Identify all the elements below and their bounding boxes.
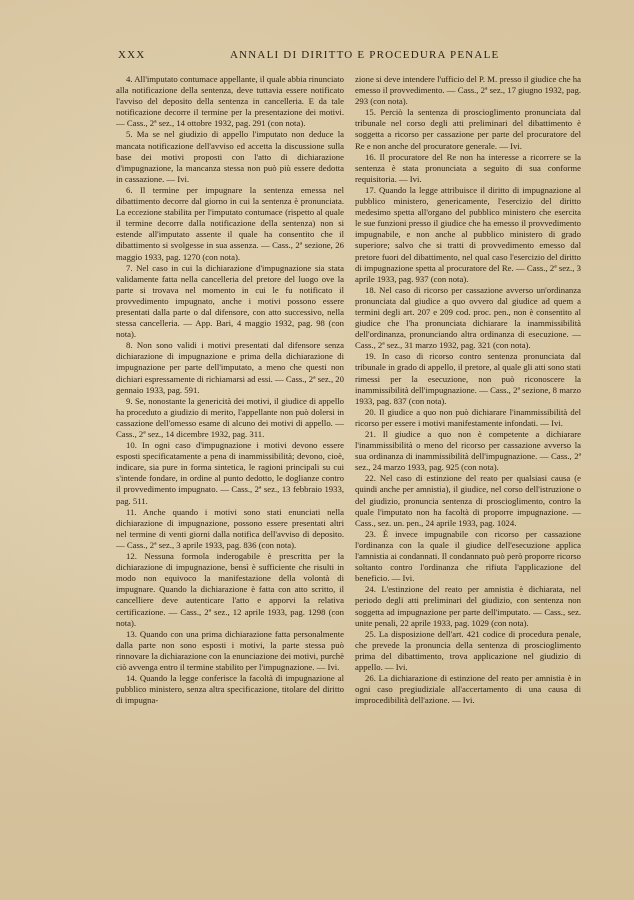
paragraph: 12. Nessuna formola inderogabile è prescritta per la dichiarazione di impugnazione, bensì è sufficiente che risulti in modo non equivoco la manifestazione della volontà di impugnare. Quando la dichiarazione è fatta con atto scritto, il cancelliere deve autenticare l'atto e apporvi la relativa certificazione. — Cass., 2ª sez., 12 aprile 1933, pag. 1298 (con nota). bbox=[116, 551, 344, 628]
paragraph: 17. Quando la legge attribuisce il diritto di impugnazione al pubblico ministero, genericamente, l'esercizio del diritto medesimo spetta all'organo del pubblico ministero che esercita le sue funzioni presso il giudice che ha emesso il provvedimento impugnabile, e non anche al pubblico ministero di grado superiore; salvo che si tratti di provvedimento emesso dal pretore fuori del dibattimento, nel qual caso l'esercizio del diritto di impugnazione spetta al procuratore del Re. — Cass., 2ª sez., 3 aprile 1933, pag. 937 (con nota). bbox=[355, 184, 581, 284]
paragraph: 25. La disposizione dell'art. 421 codice di procedura penale, che prevede la pronuncia della sentenza di proscioglimento prima del dibattimento, trova applicazione nel giudizio di appello. — Ivi. bbox=[355, 628, 581, 672]
paragraph: 11. Anche quando i motivi sono stati enunciati nella dichiarazione di impugnazione, possono essere presentati altri nel termine di venti giorni dalla notifica dell'avviso di deposito. — Cass., 2ª sez., 3 aprile 1933, pag. 836 (con nota). bbox=[116, 506, 344, 550]
paragraph: 22. Nel caso di estinzione del reato per qualsiasi causa (e quindi anche per amnistia), il giudice, nel corso dell'istruzione o del giudizio, pronuncia sentenza di proscioglimento, contro la quale l'imputato non ha facoltà di proporre impugnazione. — Cass., sez. un. pen., 24 aprile 1933, pag. 1024. bbox=[355, 473, 581, 528]
paragraph: 15. Perciò la sentenza di proscioglimento pronunciata dal tribunale nel corso degli atti preliminari del dibattimento è soggetta a ricorso per cassazione per parte del procuratore del Re e non anche del procuratore generale. — Ivi. bbox=[355, 107, 581, 151]
paragraph: 19. In caso di ricorso contro sentenza pronunciata dal tribunale in grado di appello, il pretore, al quale gli atti sono stati rimessi per la esecuzione, non può riconoscere la inammissibilità dell'impugnazione. — Cass., 2ª sezione, 8 marzo 1933, pag. 837 (con nota). bbox=[355, 351, 581, 406]
paragraph: 20. Il giudice a quo non può dichiarare l'inammissibilità del ricorso per essere i motivi manifestamente infondati. — Ivi. bbox=[355, 406, 581, 428]
paragraph: 10. In ogni caso d'impugnazione i motivi devono essere esposti specificatamente a pena di inammissibilità; devono, cioè, indicare, sia pure in forma sintetica, le ragioni principali su cui s'intende fondare, in ordine al punto dedotto, le doglianze contro il provvedimento impugnato. — Cass., 2ª sez., 13 febbraio 1933, pag. 511. bbox=[116, 440, 344, 506]
paragraph: 16. Il procuratore del Re non ha interesse a ricorrere se la sentenza è stata pronunciata a seguito di sua conforme requisitoria. — Ivi. bbox=[355, 151, 581, 184]
paragraph: 21. Il giudice a quo non è competente a dichiarare l'inammissibilità o meno del ricorso per cassazione avverso la sua ordinanza di inammissibilità dell'impugnazione. — Cass., 2ª sez., 24 marzo 1933, pag. 925 (con nota). bbox=[355, 429, 581, 473]
paragraph: 7. Nel caso in cui la dichiarazione d'impugnazione sia stata validamente fatta nella cancelleria del pretore del luogo ove la parte si trovava nel momento in cui le fu notificato il provvedimento impugnato, anche i motivi possono essere presentati dalla parte o dal difensore, con atto successivo, nella stessa cancelleria. — App. Bari, 4 maggio 1932, pag. 98 (con nota). bbox=[116, 262, 344, 340]
paragraph: 5. Ma se nel giudizio di appello l'imputato non deduce la mancata notificazione dell'avviso ed accetta la discussione sulla base dei motivi proposti con l'atto di dichiarazione d'impugnazione, la mancanza stessa non può più essere dedotta in cassazione. — Ivi. bbox=[116, 129, 344, 184]
paragraph: 9. Se, nonostante la genericità dei motivi, il giudice di appello ha proceduto a giudizio di merito, l'appellante non può dolersi in cassazione dell'omesso esame di alcuno dei motivi di appello. — Cass., 2ª sez., 14 dicembre 1932, pag. 311. bbox=[116, 395, 344, 439]
paragraph: 14. Quando la legge conferisce la facoltà di impugnazione al pubblico ministero, senza altra specificazione, titolare del diritto di impugna- bbox=[116, 673, 344, 706]
page-number: XXX bbox=[118, 49, 146, 61]
right-column bbox=[355, 74, 581, 796]
paragraph: 8. Non sono validi i motivi presentati dal difensore senza dichiarazione di impugnazione e prima della dichiarazione di impugnazione per parte dell'imputato, a meno che questi non dichiari espressamente di richiamarsi ad essi. — Cass., 2ª sez., 20 gennaio 1933, pag. 591. bbox=[116, 340, 344, 395]
paragraph: 13. Quando con una prima dichiarazione fatta personalmente dalla parte non sono esposti i motivi, la parte stessa può rinnovare la dichiarazione con la enunciazione dei motivi, purchè ciò avvenga entro il termine stabilito per l'impugnazione. — Ivi. bbox=[116, 628, 344, 672]
running-title: ANNALI DI DIRITTO E PROCEDURA PENALE bbox=[230, 49, 500, 61]
left-column bbox=[116, 74, 344, 796]
page-header bbox=[118, 49, 538, 65]
paragraph: zione si deve intendere l'ufficio del P. M. presso il giudice che ha emesso il provvedimento. — Cass., 2ª sez., 17 giugno 1932, pag. 293 (con nota). bbox=[355, 74, 581, 107]
paragraph: 18. Nel caso di ricorso per cassazione avverso un'ordinanza pronunciata dal giudice a quo ovvero dal giudice ad quem a termini degli art. 207 e 209 cod. proc. pen., non è consentito al giudice che l'ha pronunciata dichiarare la inammissibilità dell'ordinanza, pronunciando altra ordinanza di esecuzione. — Cass., 2ª sez., 31 marzo 1932, pag. 321 (con nota). bbox=[355, 284, 581, 351]
paragraph: 4. All'imputato contumace appellante, il quale abbia rinunciato alla notificazione della sentenza, deve tuttavia essere notificato l'avviso del deposito della sentenza in cancelleria. E da tale notificazione decorre il termine per la presentazione dei motivi. — Cass., 2ª sez., 14 ottobre 1932, pag. 291 (con nota). bbox=[116, 74, 344, 129]
paragraph: 24. L'estinzione del reato per amnistia è dichiarata, nel periodo degli atti preliminari del giudizio, con sentenza non soggetta ad impugnazione per parte dell'imputato. — Cass., sez. unite penali, 22 aprile 1933, pag. 1029 (con nota). bbox=[355, 584, 581, 628]
paragraph: 26. La dichiarazione di estinzione del reato per amnistia è in ogni caso pregiudiziale all'accertamento di una causa di improcedibilità dell'azione. — Ivi. bbox=[355, 673, 581, 706]
paragraph: 23. È invece impugnabile con ricorso per cassazione l'ordinanza con la quale il giudice dell'esecuzione applica l'amnistia ai condannati. Il condannato può però proporre ricorso soltanto contro l'ordinanza che rifiuta l'applicazione del beneficio. — Ivi. bbox=[355, 528, 581, 584]
paragraph: 6. Il termine per impugnare la sentenza emessa nel dibattimento decorre dal giorno in cui la sentenza è pronunciata. La eccezione stabilita per l'imputato contumace (rispetto al quale il termine decorre dalla notificazione della sentenza) non si estende all'imputato assente il quale ha consentito che il dibattimento si svolgesse in sua assenza. — Cass., 2ª sezione, 26 maggio 1933, pag. 1270 (con nota). bbox=[116, 184, 344, 262]
